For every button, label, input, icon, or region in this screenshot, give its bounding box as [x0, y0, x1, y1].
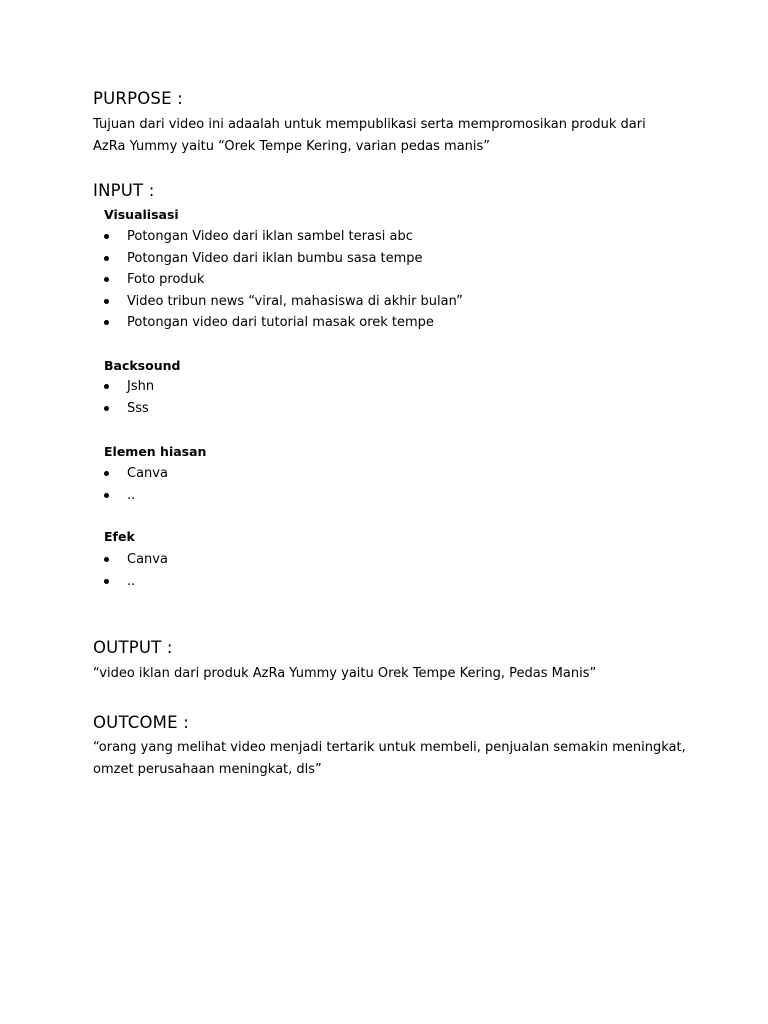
list-item-text: Canva: [127, 552, 168, 567]
outcome-line-2: omzet perusahaan meningkat, dls”: [93, 761, 322, 777]
purpose-text: [93, 114, 693, 157]
output-text: [93, 663, 693, 685]
bullet-icon: [104, 277, 109, 282]
list-item: [104, 571, 168, 593]
list-item-text: Potongan Video dari iklan bumbu sasa tempe: [127, 250, 423, 266]
list-item: [104, 226, 463, 248]
purpose-line-2: AzRa Yummy yaitu “Orek Tempe Kering, varian pedas manis”: [93, 138, 491, 154]
list-item: [104, 376, 154, 398]
list-item-text: Potongan video dari tutorial masak orek tempe: [127, 315, 434, 331]
bullet-icon: [104, 406, 109, 411]
input-heading: INPUT :: [93, 181, 155, 200]
list-item: [104, 398, 154, 420]
output-heading: OUTPUT :: [93, 638, 173, 657]
list-item: [104, 291, 463, 313]
list-item-text: Potongan Video dari iklan sambel terasi abc: [127, 229, 413, 244]
purpose-heading: PURPOSE :: [93, 89, 183, 108]
output-line-1: “video iklan dari produk AzRa Yummy yaitu Orek Tempe Kering, Pedas Manis”: [93, 666, 597, 681]
list-item-text: ..: [127, 573, 136, 589]
bullet-icon: [104, 299, 109, 304]
list-item: [104, 549, 168, 571]
backsound-list: [104, 376, 154, 419]
efek-title: Efek: [104, 529, 135, 544]
list-item: [104, 312, 463, 334]
list-item: [104, 463, 168, 485]
elemen-hiasan-title: Elemen hiasan: [104, 444, 207, 459]
purpose-line-1: Tujuan dari video ini adaalah untuk mempublikasi serta mempromosikan produk dari: [93, 117, 646, 132]
list-item-text: Jshn: [127, 379, 155, 394]
list-item-text: Foto produk: [127, 272, 205, 288]
outcome-text: [93, 737, 693, 780]
visualisasi-title: Visualisasi: [104, 207, 179, 222]
bullet-icon: [104, 256, 109, 261]
bullet-icon: [104, 579, 109, 584]
visualisasi-list: [104, 226, 463, 334]
elemen-hiasan-list: [104, 463, 168, 506]
list-item-text: Video tribun news “viral, mahasiswa di akhir bulan”: [127, 293, 463, 309]
list-item: [104, 248, 463, 270]
outcome-heading: OUTCOME :: [93, 713, 189, 732]
bullet-icon: [104, 320, 109, 325]
efek-list: [104, 549, 168, 592]
list-item: [104, 269, 463, 291]
bullet-icon: [104, 471, 109, 476]
bullet-icon: [104, 493, 109, 498]
bullet-icon: [104, 234, 109, 239]
list-item-text: ..: [127, 487, 136, 503]
list-item-text: Sss: [127, 400, 149, 416]
bullet-icon: [104, 384, 109, 389]
outcome-line-1: “orang yang melihat video menjadi tertarik untuk membeli, penjualan semakin meningkat,: [93, 740, 686, 755]
bullet-icon: [104, 557, 109, 562]
list-item-text: Canva: [127, 466, 168, 481]
backsound-title: Backsound: [104, 358, 181, 373]
list-item: [104, 485, 168, 507]
